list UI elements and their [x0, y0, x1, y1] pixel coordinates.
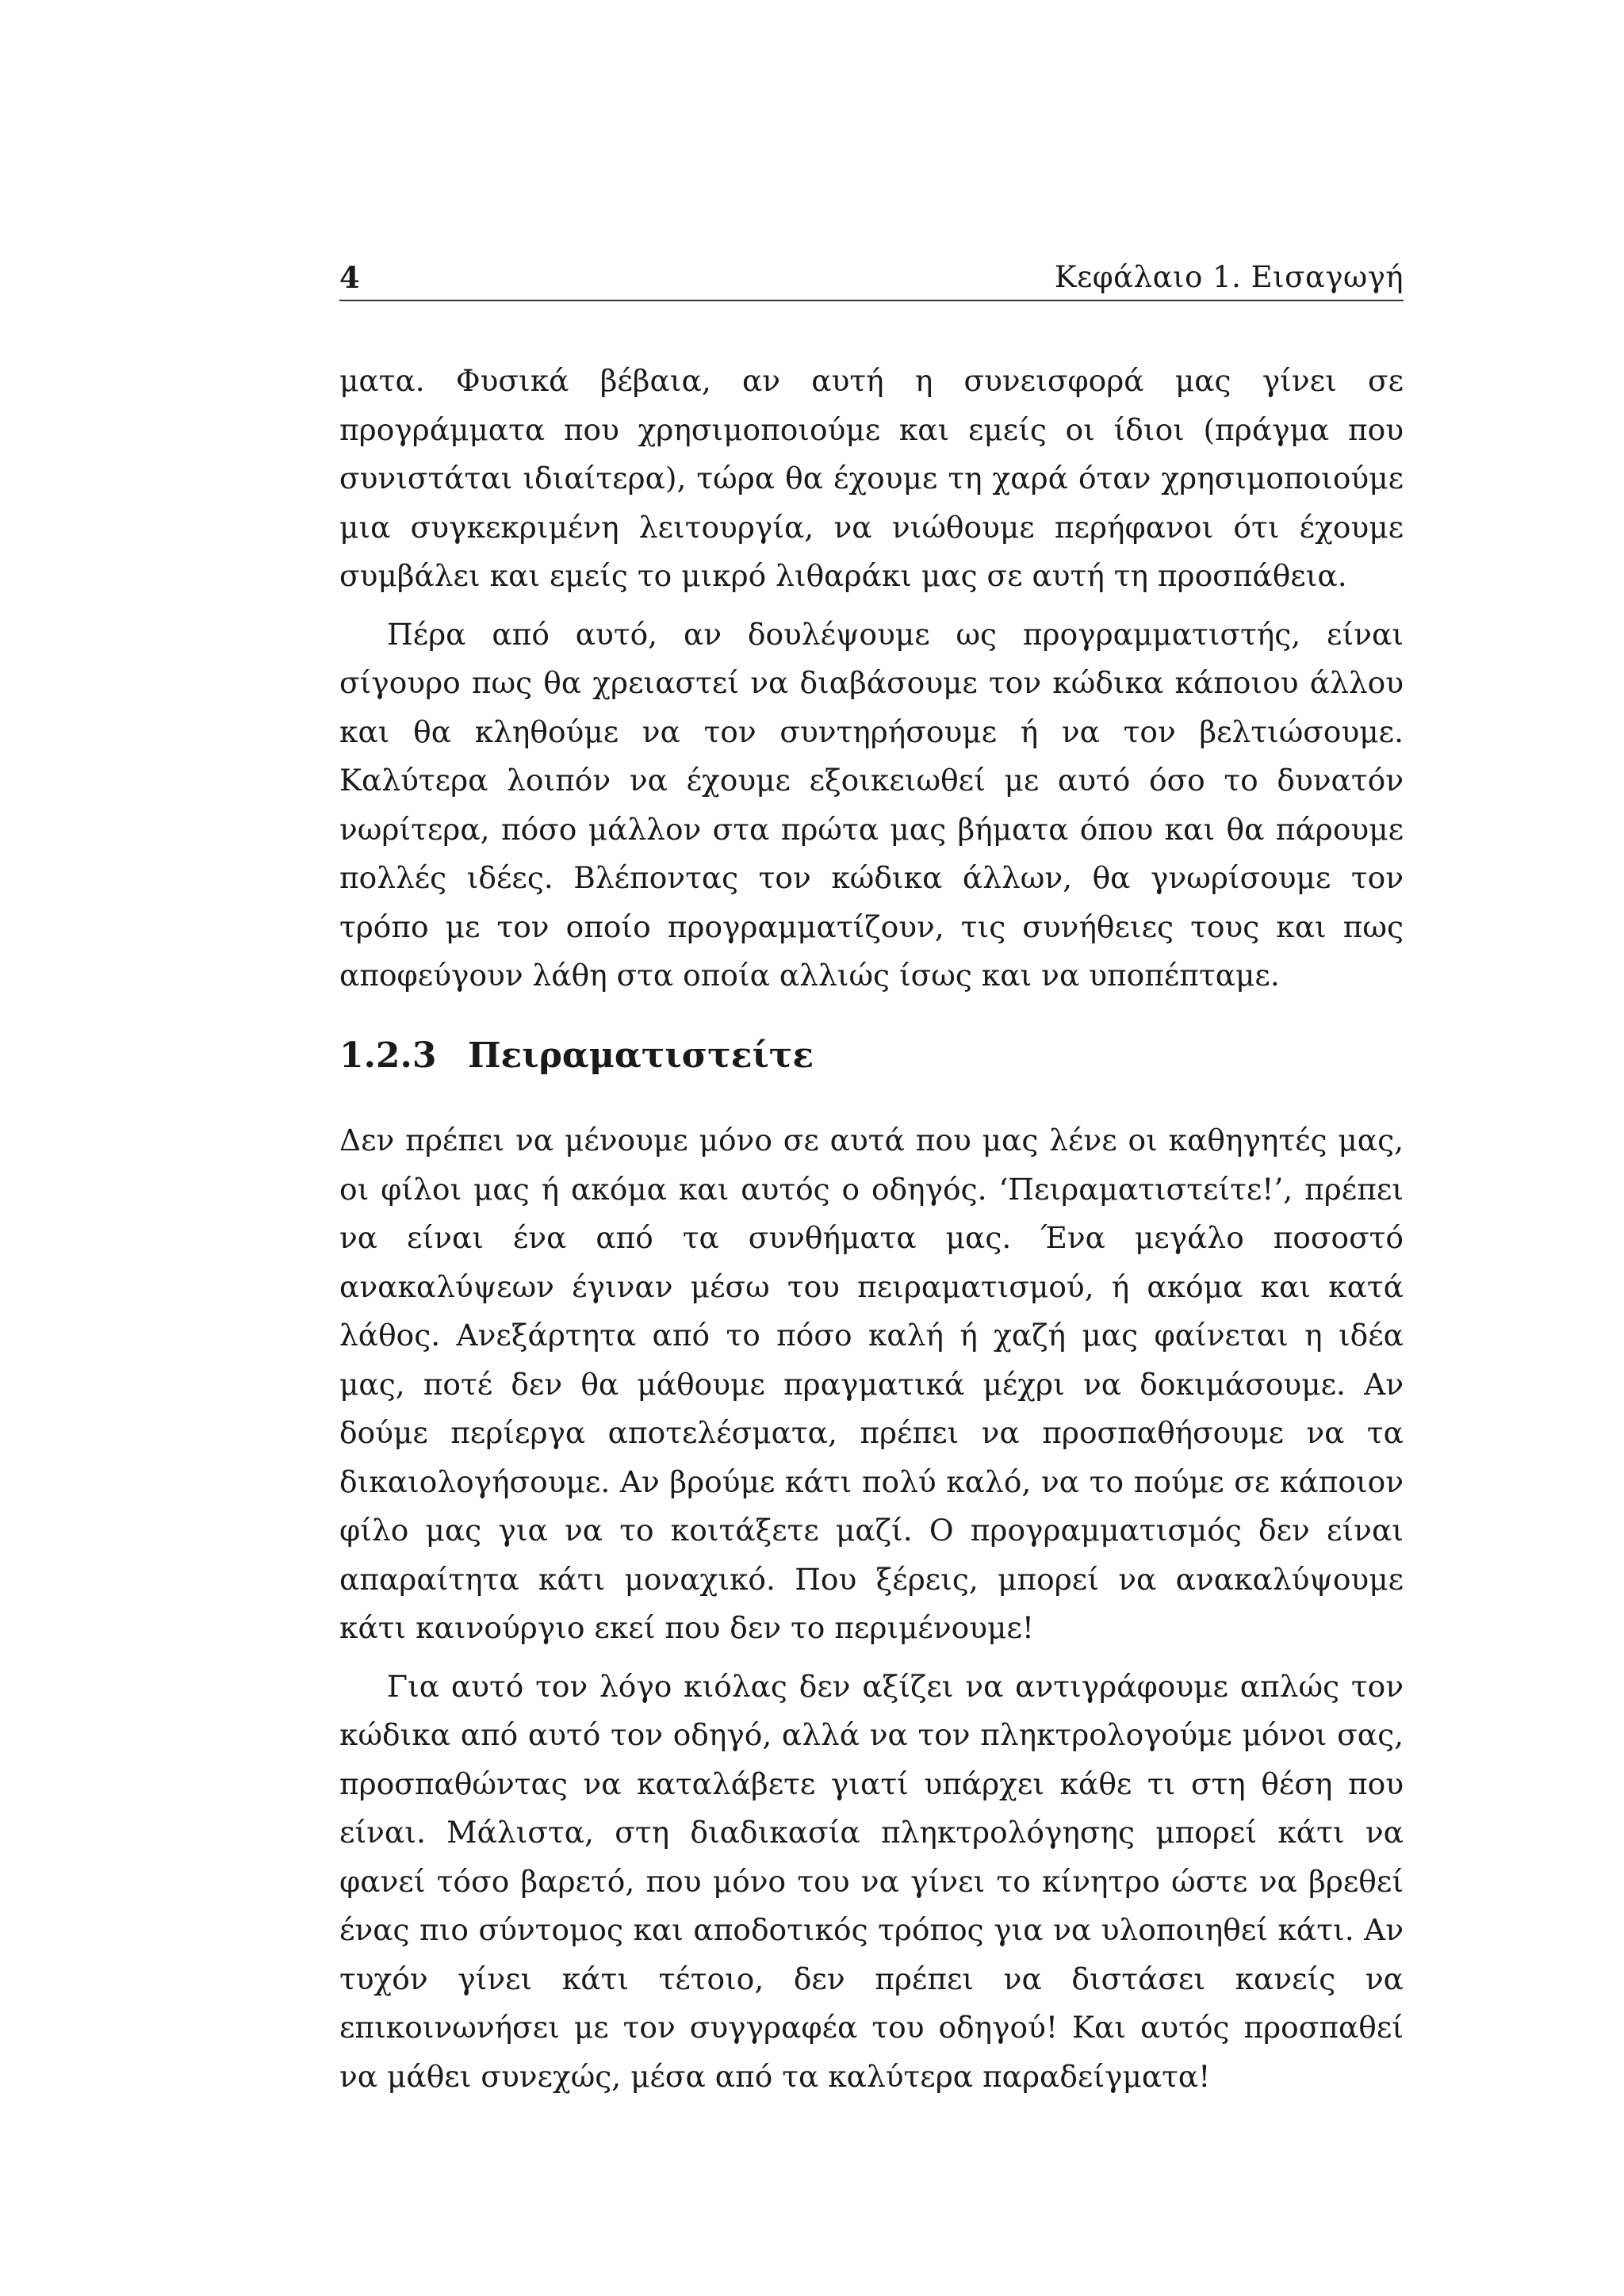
running-header [339, 255, 1404, 301]
paragraph: Πέρα από αυτό, αν δουλέψουμε ως προγραμματιστής, είναι σίγουρο πως θα χρειαστεί να διαβάσουμε τον κώδικα κάποιου άλλου και θα κληθούμε να τον συντηρήσουμε ή να τον βελτιώσουμε. Καλύτερα λοιπόν να έχουμε εξοικειωθεί με αυτό όσο το δυνατόν νωρίτερα, πόσο μάλλον στα πρώτα μας βήματα όπου και θα πάρουμε πολλές ιδέες. Βλέποντας τον κώδικα άλλων, θα γνωρίσουμε τον τρόπο με τον οποίο προγραμματίζουν, τις συνήθειες τους και πως αποφεύγουν λάθη στα οποία αλλιώς ίσως και να υποπέπταμε. [339, 616, 1404, 993]
paragraph: Για αυτό τον λόγο κιόλας δεν αξίζει να αντιγράφουμε απλώς τον κώδικα από αυτό τον οδηγό, αλλά να τον πληκτρολογούμε μόνοι σας, προσπαθώντας να καταλάβετε γιατί υπάρχει κάθε τι στη θέση που είναι. Μάλιστα, στη διαδικασία πληκτρολόγησης μπορεί κάτι να φανεί τόσο βαρετό, που μόνο του να γίνει το κίνητρο ώστε να βρεθεί ένας πιο σύντομος και αποδοτικός τρόπος για να υλοποιηθεί κάτι. Αν τυχόν γίνει κάτι τέτοιο, δεν πρέπει να διστάσει κανείς να επικοινωνήσει με τον συγγραφέα του οδηγού! Και αυτός προσπαθεί να μάθει συνεχώς, μέσα από τα καλύτερα παραδείγματα! [339, 1668, 1404, 2094]
section-heading [339, 1032, 814, 1080]
section-title: Πειραματιστείτε [468, 1035, 814, 1076]
paragraph-continuation: ματα. Φυσικά βέβαια, αν αυτή η συνεισφορά μας γίνει σε προγράμματα που χρησιμοποιούμε και εμείς οι ίδιοι (πράγμα που συνιστάται ιδιαίτερα), τώρα θα έχουμε τη χαρά όταν χρησιμοποιούμε μια συγκεκριμένη λειτουργία, να νιώθουμε περήφανοι ότι έχουμε συμβάλει και εμείς το μικρό λιθαράκι μας σε αυτή τη προσπάθεια. [339, 363, 1404, 593]
page-number: 4 [339, 260, 360, 295]
paragraph: Δεν πρέπει να μένουμε μόνο σε αυτά που μας λένε οι καθηγητές μας, οι φίλοι μας ή ακόμα και αυτός ο οδηγός. ‘Πειραματιστείτε!’, πρέπει να είναι ένα από τα συνθήματα μας. Ένα μεγάλο ποσοστό ανακαλύψεων έγιναν μέσω του πειραματισμού, ή ακόμα και κατά λάθος. Ανεξάρτητα από το πόσο καλή ή χαζή μας φαίνεται η ιδέα μας, ποτέ δεν θα μάθουμε πραγματικά μέχρι να δοκιμάσουμε. Αν δούμε περίεργα αποτελέσματα, πρέπει να προσπαθήσουμε να τα δικαιολογήσουμε. Αν βρούμε κάτι πολύ καλό, να το πούμε σε κάποιον φίλο μας για να το κοιτάξετε μαζί. Ο προγραμματισμός δεν είναι απαραίτητα κάτι μοναχικό. Που ξέρεις, μπορεί να ανακαλύψουμε κάτι καινούργιο εκεί που δεν το περιμένουμε! [339, 1123, 1404, 1645]
section-number: 1.2.3 [339, 1035, 437, 1076]
text-block-before-section [339, 357, 1404, 1001]
chapter-title: Κεφάλαιο 1. Εισαγωγή [1054, 260, 1404, 294]
text-block-after-section [339, 1116, 1404, 2101]
